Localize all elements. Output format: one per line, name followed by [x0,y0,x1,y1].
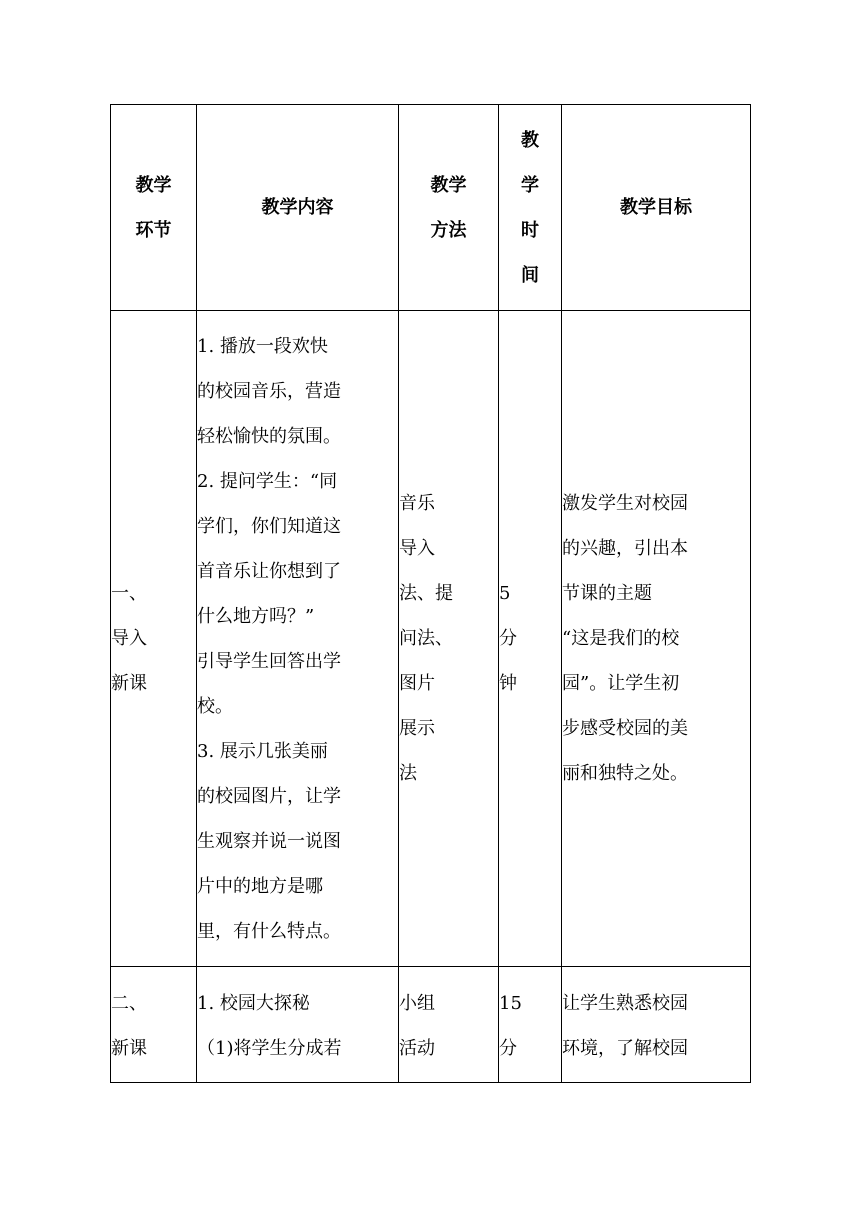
goal-cell: 让学生熟悉校园 环境，了解校园 [562,967,751,1083]
method-cell: 音乐 导入 法、提 问法、 图片 展示 法 [399,311,499,967]
content-cell: 1. 播放一段欢快 的校园音乐，营造 轻松愉快的氛围。 2. 提问学生：“同 学们，你们知道这 首音乐让你想到了 什么地方吗？” 引导学生回答出学 校。 3. 展示几张美丽 的校园图片，让学 生观察并说一说图 片中的地方是哪 里，有什么特点。 [197,311,399,967]
content-cell: 1. 校园大探秘 （1)将学生分成若 [197,967,399,1083]
lesson-plan-table [110,104,751,1083]
header-stage: 教学 环节 [111,105,197,311]
goal-cell: 激发学生对校园 的兴趣，引出本 节课的主题 “这是我们的校 园”。让学生初 步感受校园的美 丽和独特之处。 [562,311,751,967]
table-row [111,311,751,967]
header-method: 教学 方法 [399,105,499,311]
time-cell: 15 分 [499,967,562,1083]
stage-cell: 一、 导入 新课 [111,311,197,967]
method-cell: 小组 活动 [399,967,499,1083]
stage-cell: 二、 新课 [111,967,197,1083]
header-goal: 教学目标 [562,105,751,311]
header-content: 教学内容 [197,105,399,311]
table-row [111,967,751,1083]
time-cell: 5 分 钟 [499,311,562,967]
header-time: 教 学 时 间 [499,105,562,311]
header-row [111,105,751,311]
